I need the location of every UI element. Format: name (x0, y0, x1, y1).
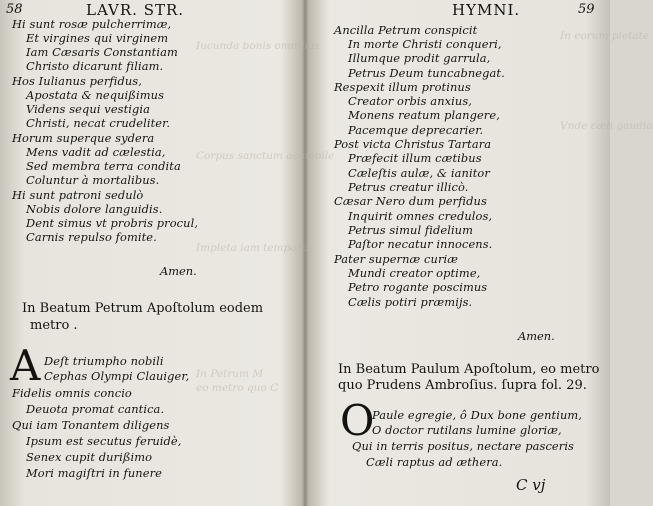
verse-line: Mori magiſtri in funere (26, 466, 162, 480)
verse-line: Qui in terris positus, nectare pasceris (352, 439, 575, 453)
page-number: 58 (6, 2, 23, 17)
verse-line: Sed membra terra condita (26, 159, 181, 173)
verse-line: Pater supernæ curiæ (334, 252, 459, 266)
bleed-line: Vnde cæli gaudia (560, 120, 653, 132)
verse-line: O doctor rutilans lumine gloriæ, (372, 423, 562, 437)
verse-line: Coluntur à mortalibus. (26, 173, 160, 187)
bleed-line: In eorum pietate (560, 30, 650, 42)
verse-line: Hi sunt patroni sedulò (12, 188, 144, 202)
drop-cap: A (10, 341, 41, 390)
verse-line: Cælis potiri præmijs. (348, 295, 473, 309)
verse-line: Christo dicarunt filiam. (26, 59, 164, 73)
running-head: HYMNI. (452, 1, 521, 19)
verse-line: Horum superque sydera (12, 131, 155, 145)
verse-line: Post victa Christus Tartara (334, 137, 492, 151)
verse-line: Paule egregie, ô Dux bone gentium, (372, 408, 583, 422)
hymn-title-line: In Beatum Paulum Apoſtolum, eo metro (338, 362, 600, 377)
verse-line: Dent simus vt probris procul, (26, 216, 199, 230)
verse-line: Qui iam Tonantem diligens (12, 418, 170, 432)
running-head: LAVR. STR. (86, 1, 185, 19)
verse-line: Iam Cæsaris Constantiam (26, 45, 178, 59)
verse-line: Creator orbis anxius, (348, 94, 472, 108)
verse-line: Illumque prodit garrula, (348, 51, 491, 65)
bleed-line: eo metro quo C (196, 382, 279, 394)
left-page (0, 0, 300, 506)
verse-line: Mundi creator optime, (348, 266, 481, 280)
verse-line: Petrus creatur illicò. (348, 180, 469, 194)
bleed-line: Corpus sanctum ac nobile (196, 150, 335, 162)
verse-line: Petrus simul fidelium (348, 223, 474, 237)
verse-line: Pacemque deprecarier. (348, 123, 484, 137)
page-number: 59 (578, 2, 595, 17)
verse-line: Præfecit illum cætibus (348, 151, 482, 165)
verse-line: Cæleſtis aulæ, & ianitor (348, 166, 490, 180)
verse-line: Apostata & nequißimus (26, 88, 165, 102)
amen: Amen. (160, 264, 197, 278)
drop-cap: O (340, 396, 375, 445)
bleed-line: Impleta iam tempora (196, 242, 308, 254)
verse-line: Hi sunt rosæ pulcherrimæ, (12, 17, 172, 31)
verse-line: Paſtor necatur innocens. (348, 237, 493, 251)
verse-line: Nobis dolore languidis. (26, 202, 163, 216)
hymn-title-line: metro . (30, 318, 78, 333)
verse-line: Ipsum est secutus feruidè, (26, 434, 182, 448)
verse-line: Christi, necat crudeliter. (26, 116, 171, 130)
verse-line: Carnis repulso fomite. (26, 230, 157, 244)
verse-line: Deſt triumpho nobili (44, 354, 164, 368)
amen: Amen. (518, 329, 555, 343)
right-page (302, 0, 610, 506)
verse-line: Ancilla Petrum conspicit (334, 23, 478, 37)
hymn-title-line: quo Prudens Ambroſius. ſupra fol. 29. (338, 378, 587, 393)
verse-line: Senex cupit durißimo (26, 450, 153, 464)
verse-line: In morte Christi conqueri, (348, 37, 502, 51)
verse-line: Respexit illum protinus (334, 80, 471, 94)
verse-line: Videns sequi vestigia (26, 102, 151, 116)
bleed-line: Iucunda bonis omnibus (196, 40, 320, 52)
verse-line: Cæsar Nero dum perfidus (334, 194, 487, 208)
bleed-line: In Petrum M (196, 368, 264, 380)
verse-line: Cephas Olympi Clauiger, (44, 369, 190, 383)
hymn-title-line: In Beatum Petrum Apoſtolum eodem (22, 301, 264, 316)
verse-line: Fidelis omnis concio (12, 386, 132, 400)
signature-mark: C vj (516, 476, 546, 494)
verse-line: Petrus Deum tuncabnegat. (348, 66, 505, 80)
verse-line: Monens reatum plangere, (348, 108, 500, 122)
verse-line: Hos Iulianus perfidus, (12, 74, 142, 88)
verse-line: Deuota promat cantica. (26, 402, 165, 416)
verse-line: Petro rogante poscimus (348, 280, 488, 294)
verse-line: Mens vadit ad cælestia, (26, 145, 166, 159)
verse-line: Et virgines qui virginem (26, 31, 169, 45)
verse-line: Inquirit omnes credulos, (348, 209, 493, 223)
verse-line: Cæli raptus ad æthera. (366, 455, 503, 469)
